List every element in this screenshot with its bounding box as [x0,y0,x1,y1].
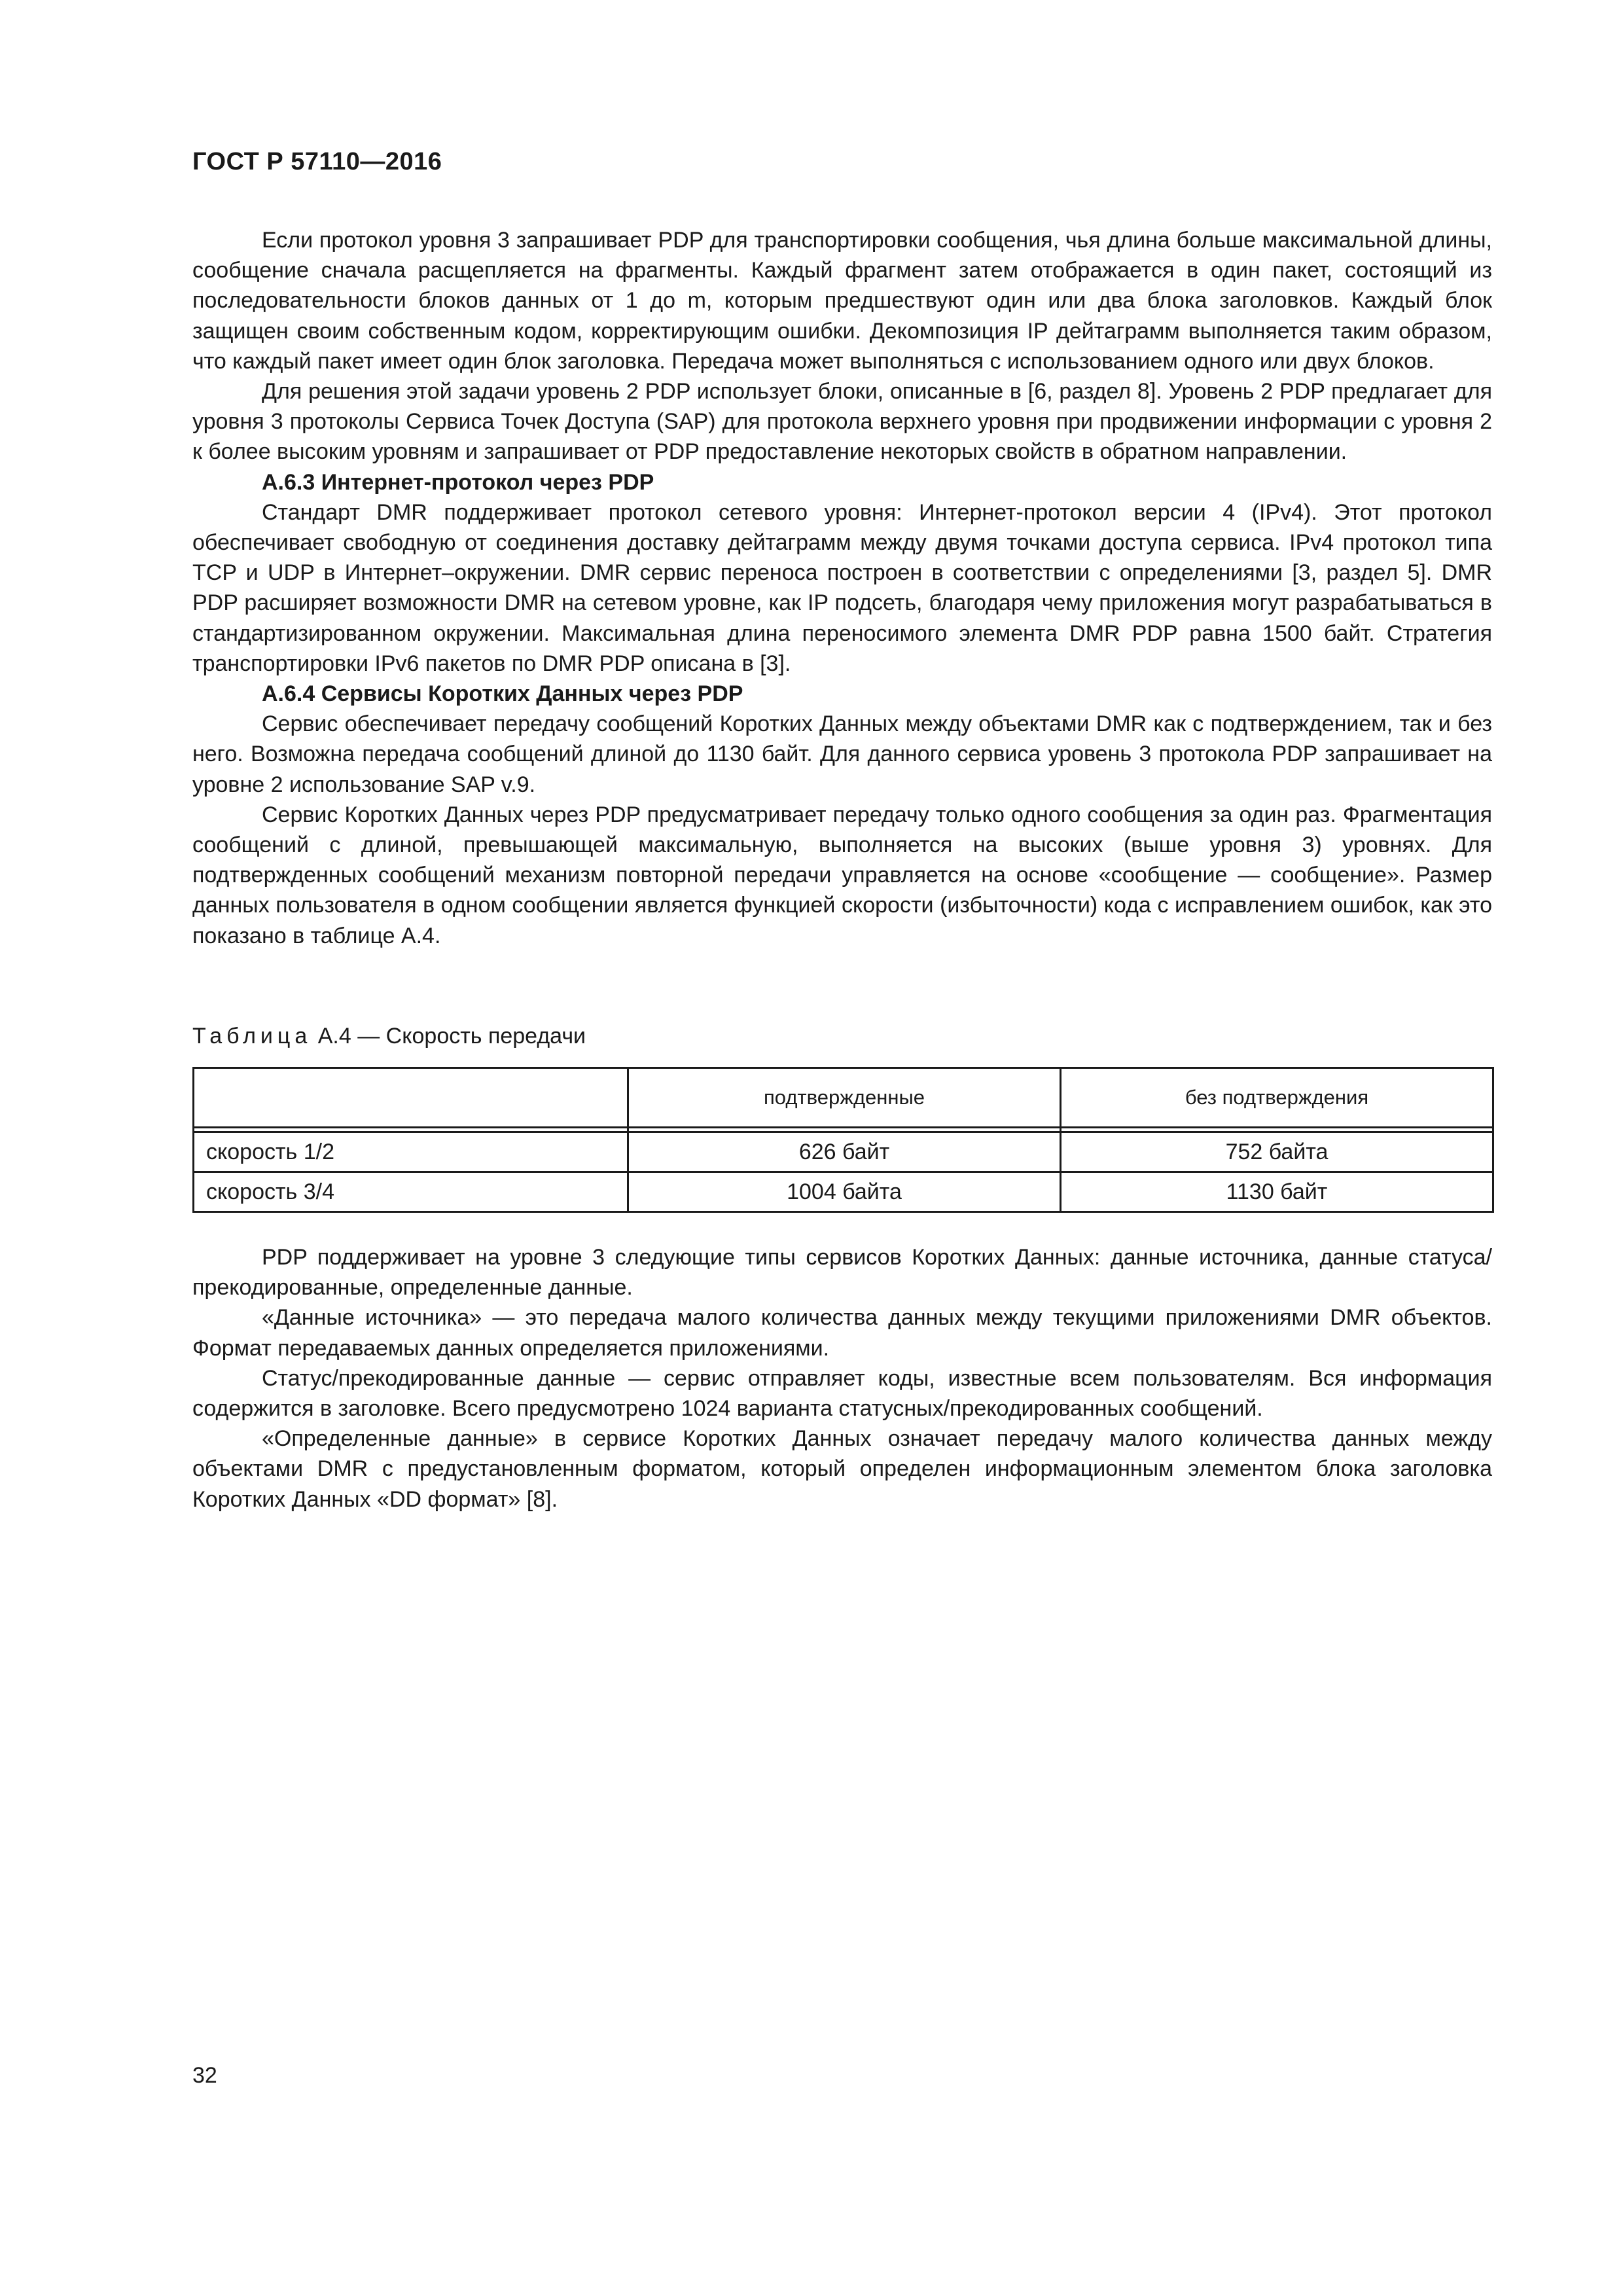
speed-table [192,1067,1494,1213]
paragraph: Статус/прекодированные данные — сервис отправляет коды, известные всем пользователям. Вся информация содержится в заголовке. Всего предусмотрено 1024 варианта статусных/прекодированных сообщений. [192,1365,1492,1422]
paragraph: Если протокол уровня 3 запрашивает PDP для транспортировки сообщения, чья длина больше максимальной длины, сообщение сначала расщепляется на фрагменты. Каждый фрагмент затем отображается в один пакет, состоящий из последовательности блоков данных от 1 до m, которым предшествуют один или два блока заголовков. Каждый блок защищен своим собственным кодом, корректирующим ошибки. Декомпозиция IP дейтаграмм выполняется таким образом, что каждый пакет имеет один блок заголовка. Передача может выполняться с использованием одного или двух блоков. [192,228,1492,374]
paragraph: «Данные источника» — это передача малого количества данных между текущими приложениями DMR объектов. Формат передаваемых данных определяется приложениями. [192,1305,1492,1361]
paragraph: Сервис обеспечивает передачу сообщений Коротких Данных между объектами DMR как с подтверждением, так и без него. Возможна передача сообщений длиной до 1130 байт. Для данного сервиса уровень 3 протокола PDP запрашивает на уровне 2 использование SAP v.9. [192,711,1492,797]
table-cell: 752 байта [1061,1132,1493,1172]
table-caption [192,1021,586,1051]
table-divider-cell [194,1128,628,1132]
paragraph: «Определенные данные» в сервисе Коротких Данных означает передачу малого количества данных между объектами DMR с предустановленным форматом, который определен информационным элементом блока заголовка Коротких Данных «DD формат» [8]. [192,1426,1492,1512]
table-divider-cell [628,1128,1061,1132]
paragraph: Стандарт DMR поддерживает протокол сетевого уровня: Интернет-протокол версии 4 (IPv4). Этот протокол обеспечивает свободную от соединения доставку дейтаграмм между двумя точками доступа сервиса. IPv4 протокол типа TCP и UDP в Интернет–окружении. DMR сервис переноса построен в соответствии с определениями [3, раздел 5]. DMR PDP расширяет возможности DMR на сетевом уровне, как IP подсеть, благодаря чему приложения могут разрабатываться в стандартизированном окружении. Максимальная длина переносимого элемента DMR PDP равна 1500 байт. Стратегия транспортировки IPv6 пакетов по DMR PDP описана в [3]. [192,499,1492,676]
table-header-cell: без подтверждения [1061,1068,1493,1128]
paragraph: PDP поддерживает на уровне 3 следующие типы сервисов Коротких Данных: данные источника, данные статуса/прекодированные, определенные данные. [192,1245,1492,1300]
table-cell: 626 байт [628,1132,1061,1172]
table-cell: 1130 байт [1061,1172,1493,1212]
page-number: 32 [192,2063,217,2088]
table-divider-cell [1061,1128,1493,1132]
top-text-block [192,225,1492,951]
table-header-cell: подтвержденные [628,1068,1061,1128]
table-row [194,1172,1493,1212]
section-heading: А.6.4 Сервисы Коротких Данных через PDP [262,681,743,707]
table-row-label: скорость 3/4 [194,1172,628,1212]
table-header-cell [194,1068,628,1128]
paragraph: Для решения этой задачи уровень 2 PDP использует блоки, описанные в [6, раздел 8]. Уровень 2 PDP предлагает для уровня 3 протоколы Сервиса Точек Доступа (SAP) для протокола верхнего уровня при продвижении информации с уровня 2 к более высоким уровням и запрашивает от PDP предоставление некоторых свойств в обратном направлении. [192,379,1492,465]
table-caption-text: А.4 — Скорость передачи [312,1024,586,1049]
table-row [194,1132,1493,1172]
table-caption-label: Таблица [192,1024,312,1049]
table-row-label: скорость 1/2 [194,1132,628,1172]
bottom-text-block [192,1242,1492,1515]
paragraph: Сервис Коротких Данных через PDP предусматривает передачу только одного сообщения за один раз. Фрагментация сообщений с длиной, превышающей максимальную, выполняется на высоких (выше уровня 3) уровнях. Для подтвержденных сообщений механизм повторной передачи управляется на основе «сообщение — сообщение». Размер данных пользователя в одном сообщении является функцией скорости (избыточности) кода с исправлением ошибок, как это показано в таблице А.4. [192,802,1492,948]
table-header-divider [194,1128,1493,1132]
table-header-row [194,1068,1493,1128]
table-cell: 1004 байта [628,1172,1061,1212]
document-header: ГОСТ Р 57110—2016 [192,148,442,175]
section-heading: А.6.3 Интернет-протокол через PDP [262,469,654,495]
